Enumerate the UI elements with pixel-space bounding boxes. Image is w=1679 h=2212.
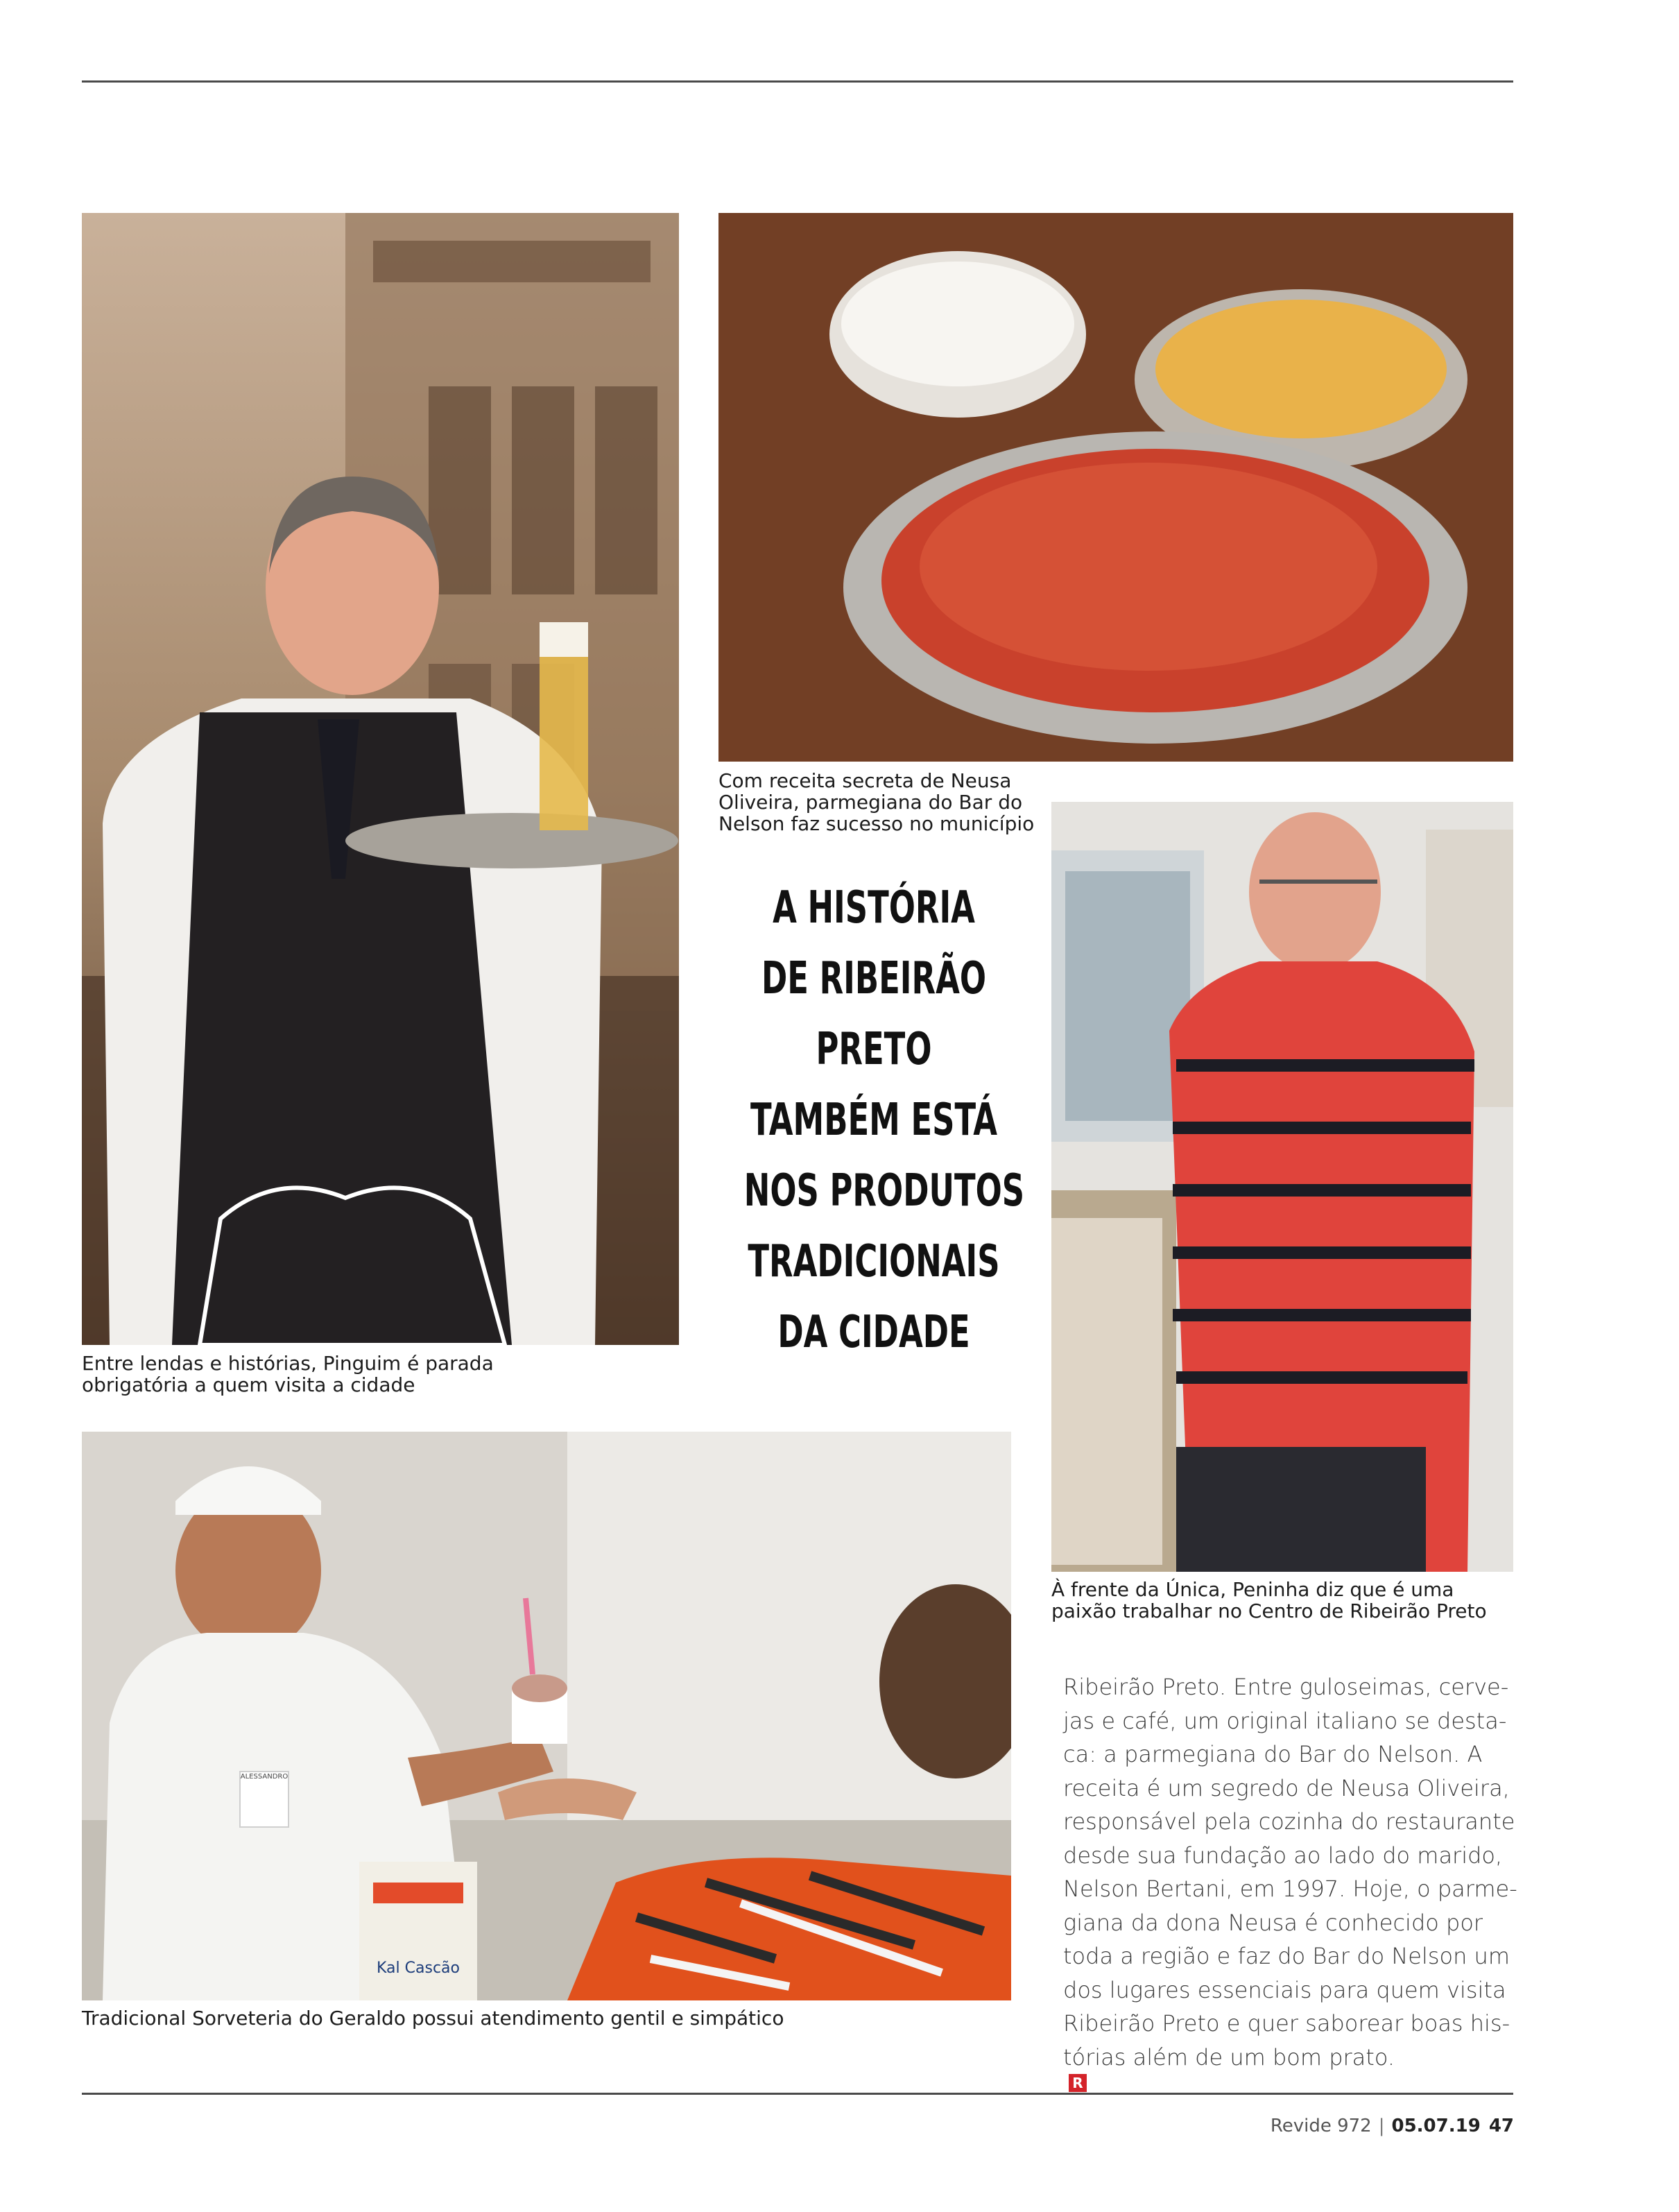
body-line: desde sua fundação ao lado do marido, — [1063, 1842, 1503, 1869]
article-body — [1063, 1670, 1517, 2092]
end-mark-icon: R — [1069, 2074, 1087, 2092]
body-line: ca: a parmegiana do Bar do Nelson. A — [1063, 1741, 1483, 1767]
caption-line: Oliveira, parmegiana do Bar do — [718, 791, 1023, 814]
caption-line: Entre lendas e histórias, Pinguim é parada — [82, 1352, 494, 1375]
headline-line: NOS PRODUTOS — [743, 1165, 1025, 1217]
headline-line: DA CIDADE — [777, 1307, 970, 1358]
box-brand-text: Kal Cascão — [377, 1960, 460, 1977]
page-footer — [1271, 2116, 1514, 2136]
headline — [707, 873, 1040, 1368]
caption-line: Tradicional Sorveteria do Geraldo possui atendimento gentil e simpático — [82, 2007, 784, 2030]
caption-line: Com receita secreta de Neusa — [718, 769, 1012, 792]
photo-unica-peninha — [1051, 802, 1513, 1572]
body-line: dos lugares essenciais para quem visita — [1063, 1976, 1506, 2003]
caption-line: À frente da Única, Peninha diz que é uma — [1051, 1578, 1454, 1601]
body-line: responsável pela cozinha do restaurante — [1063, 1808, 1515, 1835]
photo-sorveteria — [82, 1432, 1011, 2000]
caption-unica — [1051, 1579, 1487, 1622]
body-line: Nelson Bertani, em 1997. Hoje, o parme- — [1063, 1876, 1517, 1902]
headline-line: A HISTÓRIA — [773, 882, 975, 934]
body-line: jas e café, um original italiano se desta- — [1063, 1707, 1507, 1734]
body-line: giana da dona Neusa é conhecido por — [1063, 1909, 1483, 1936]
body-line: receita é um segredo de Neusa Oliveira, — [1063, 1774, 1510, 1801]
caption-pinguim — [82, 1353, 494, 1396]
caption-line: paixão trabalhar no Centro de Ribeirão Preto — [1051, 1600, 1487, 1622]
body-line: tórias além de um bom prato. — [1063, 2043, 1395, 2070]
caption-sorveteria — [82, 2007, 784, 2029]
apron-name-text: ALESSANDRO — [240, 1773, 289, 1781]
magazine-issue: Revide 972 — [1270, 2116, 1372, 2136]
issue-date: 05.07.19 — [1391, 2116, 1481, 2136]
caption-line: Nelson faz sucesso no município — [718, 812, 1035, 835]
photo-parmegiana — [718, 213, 1513, 762]
caption-line: obrigatória a quem visita a cidade — [82, 1373, 415, 1396]
footer-separator: | — [1378, 2116, 1385, 2136]
bottom-rule — [82, 2093, 1513, 2095]
top-rule — [82, 80, 1513, 83]
body-line: Ribeirão Preto e quer saborear boas his- — [1063, 2010, 1510, 2037]
caption-parmegiana — [718, 770, 1034, 834]
page-number: 47 — [1488, 2116, 1514, 2136]
headline-line: DE RIBEIRÃO — [761, 953, 987, 1004]
body-line: toda a região e faz do Bar do Nelson um — [1063, 1943, 1510, 1969]
body-line-last — [1063, 2041, 1514, 2093]
headline-line: PRETO — [816, 1024, 932, 1075]
photo-pinguim-waiter — [82, 213, 679, 1345]
headline-line: TRADICIONAIS — [748, 1236, 1000, 1287]
body-line: Ribeirão Preto. Entre guloseimas, cerve- — [1063, 1674, 1509, 1700]
headline-line: TAMBÉM ESTÁ — [750, 1095, 998, 1146]
